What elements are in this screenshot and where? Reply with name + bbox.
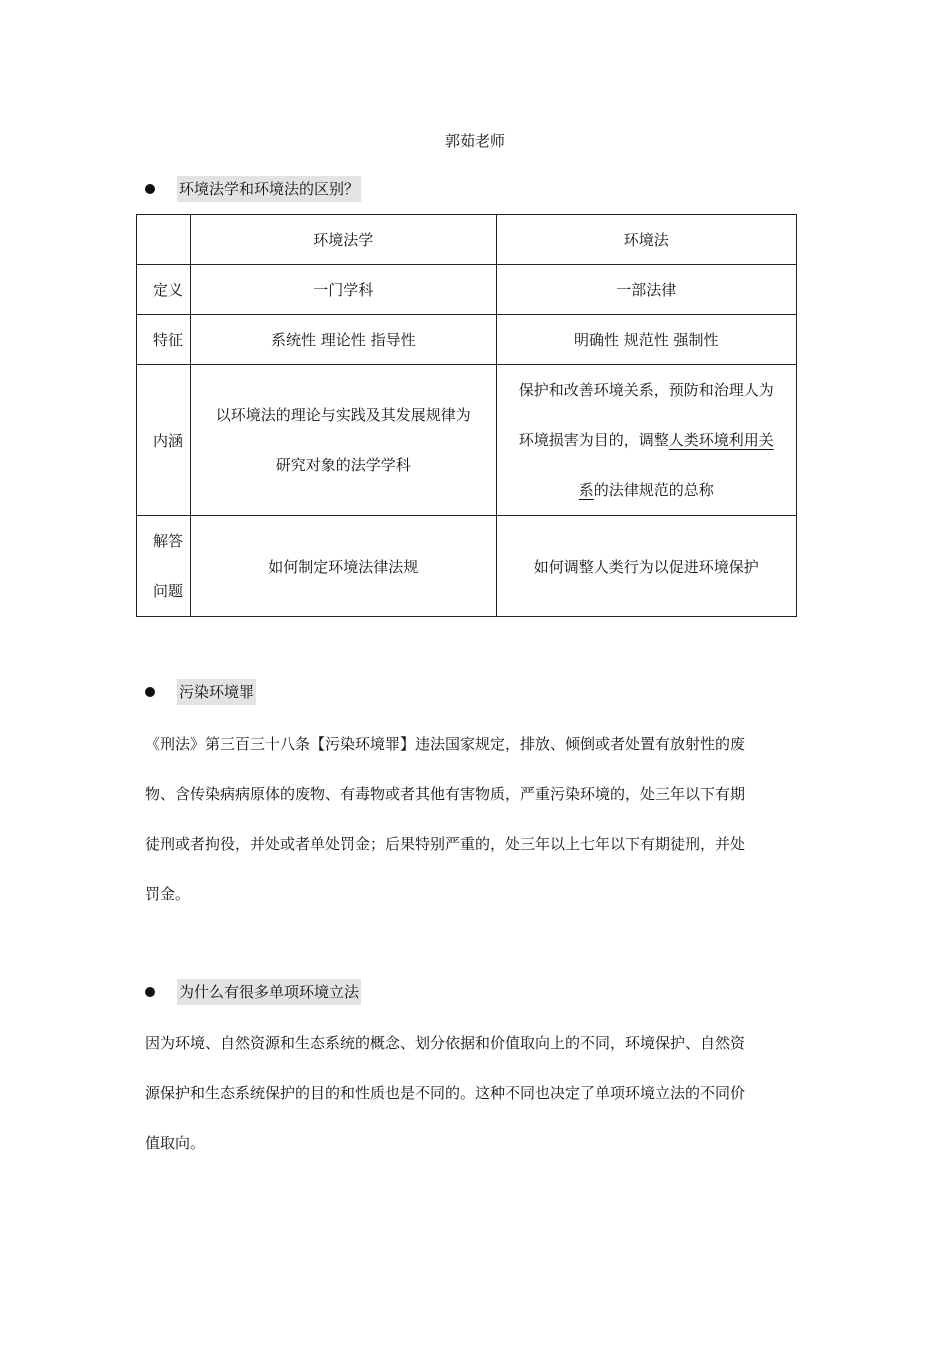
section-heading-3	[145, 978, 361, 1006]
cell-line: 研究对象的法学学科	[275, 456, 411, 474]
row-label-line: 问题	[153, 582, 184, 600]
row-label-line: 解答	[153, 532, 184, 550]
section-heading-text: 为什么有很多单项环境立法	[177, 979, 361, 1005]
paragraph-line: 源保护和生态系统保护的目的和性质也是不同的。这种不同也决定了单项环境立法的不同价	[145, 1084, 746, 1102]
paragraph-line: 《刑法》第三百三十八条【污染环境罪】违法国家规定，排放、倾倒或者处置有放射性的废	[145, 735, 746, 753]
cell-line	[505, 415, 788, 465]
table-cell: 明确性 规范性 强制性	[496, 315, 796, 365]
paragraph-line: 物、含传染病病原体的废物、有毒物或者其他有害物质，严重污染环境的，处三年以下有期	[145, 785, 746, 803]
table-cell: 一部法律	[496, 265, 796, 315]
section-heading-text: 环境法学和环境法的区别？	[177, 176, 361, 202]
table-cell: 如何调整人类行为以促进环境保护	[496, 516, 796, 617]
section-heading-2	[145, 678, 256, 706]
table-cell: 如何制定环境法律法规	[191, 516, 496, 617]
bullet-icon	[145, 184, 155, 194]
table-header-row	[137, 215, 797, 265]
cell-text: 环境损害为目的，调整	[518, 431, 669, 449]
paragraph-line: 徒刑或者拘役，并处或者单处罚金；后果特别严重的，处三年以上七年以下有期徒刑，并处	[145, 835, 746, 853]
table-row	[137, 516, 797, 617]
paragraph-criminal-law	[145, 719, 807, 919]
cell-line: 保护和改善环境关系，预防和治理人为	[518, 381, 774, 399]
table-cell: 系统性 理论性 指导性	[191, 315, 496, 365]
underlined-text: 系	[578, 481, 594, 499]
paragraph-line: 罚金。	[145, 885, 191, 903]
comparison-table	[136, 214, 797, 617]
bullet-icon	[145, 687, 155, 697]
cell-line: 以环境法的理论与实践及其发展规律为	[215, 406, 471, 424]
section-heading-1	[145, 175, 361, 203]
table-row	[137, 365, 797, 516]
table-cell	[496, 365, 796, 516]
table-header-cell: 环境法学	[191, 215, 496, 265]
table-cell	[191, 365, 496, 516]
table-cell: 一门学科	[191, 265, 496, 315]
paragraph-line: 因为环境、自然资源和生态系统的概念、划分依据和价值取向上的不同，环境保护、自然资	[145, 1034, 746, 1052]
cell-line	[505, 465, 788, 515]
section-heading-text: 污染环境罪	[177, 679, 256, 705]
cell-text: 的法律规范的总称	[593, 481, 714, 499]
row-label: 特征	[137, 315, 191, 365]
table-header-cell-empty	[137, 215, 191, 265]
table-row	[137, 265, 797, 315]
row-label: 内涵	[137, 365, 191, 516]
paragraph-line: 值取向。	[145, 1134, 206, 1152]
table-header-cell: 环境法	[496, 215, 796, 265]
bullet-icon	[145, 987, 155, 997]
paragraph-legislation	[145, 1018, 807, 1168]
underlined-text: 人类环境利用关	[668, 431, 774, 449]
row-label: 定义	[137, 265, 191, 315]
page-title: 郭茹老师	[444, 132, 505, 150]
row-label	[137, 516, 191, 617]
table-row	[137, 315, 797, 365]
